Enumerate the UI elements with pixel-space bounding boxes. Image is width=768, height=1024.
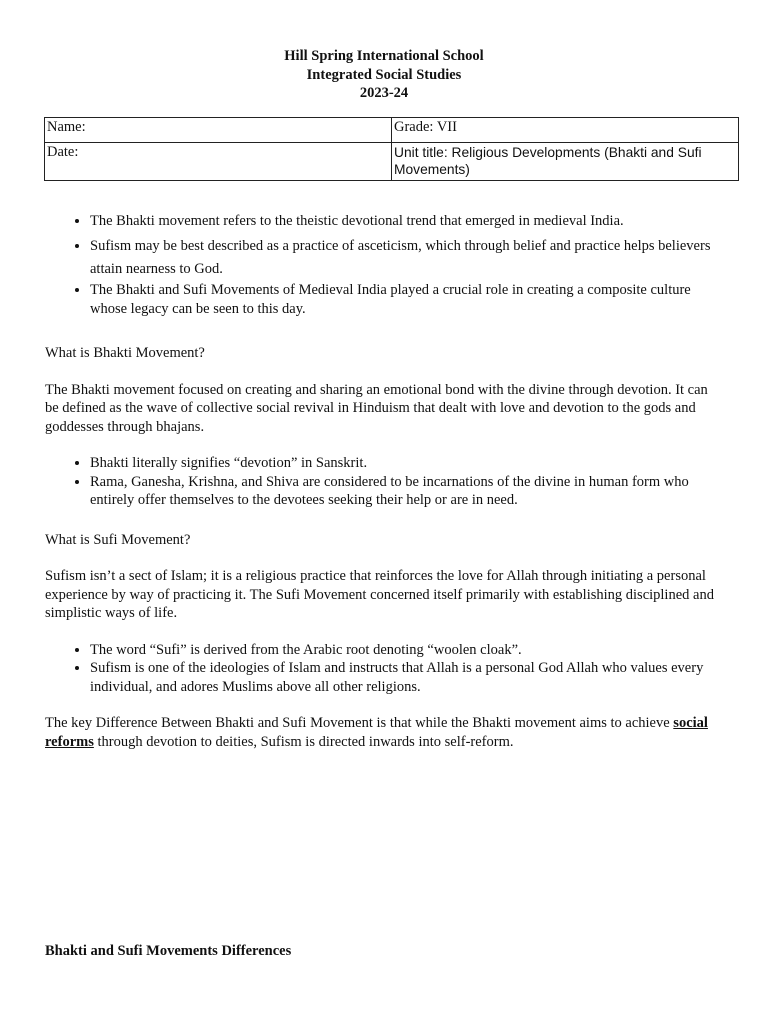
bhakti-bullet-list bbox=[45, 454, 725, 510]
social-reforms-link[interactable]: social reforms bbox=[45, 715, 708, 750]
subject-name: Integrated Social Studies bbox=[306, 66, 462, 83]
list-item: • The word “Sufi” is derived from the Arabic root denoting “woolen cloak”. bbox=[90, 641, 725, 660]
date-field: Date: bbox=[45, 143, 392, 181]
document-body bbox=[45, 212, 725, 751]
intro-bullet-list bbox=[45, 212, 725, 319]
document-header bbox=[0, 47, 768, 103]
list-item: • Rama, Ganesha, Krishna, and Shiva are considered to be incarnations of the divine in human form who entirely offer themselves to the devotees seeking their help or are in need. bbox=[90, 473, 725, 510]
name-field: Name: bbox=[45, 118, 392, 143]
sufi-heading: What is Sufi Movement? bbox=[45, 531, 191, 548]
academic-year: 2023-24 bbox=[359, 85, 409, 101]
school-name: Hill Spring International School bbox=[284, 48, 484, 64]
bhakti-paragraph: The Bhakti movement focused on creating and sharing an emotional bond with the divine through devotion. It can be defined as the wave of collective social revival in Hinduism that dealt with love and devotion to the gods and goddesses through bhajans. bbox=[45, 381, 708, 435]
difference-paragraph bbox=[45, 714, 725, 751]
sufi-bullet-list bbox=[45, 641, 725, 697]
sufi-paragraph: Sufism isn’t a sect of Islam; it is a religious practice that reinforces the love for Allah through initiating a personal experience by way of practicing it. The Sufi Movement concerned itself primarily with establishing disciplined and simplistic ways of life. bbox=[45, 568, 714, 621]
difference-text-after: through devotion to deities, Sufism is directed inwards into self-reform. bbox=[93, 733, 514, 750]
grade-field: Grade: VII bbox=[392, 118, 739, 143]
list-item: • The Bhakti and Sufi Movements of Medieval India played a crucial role in creating a composite culture whose legacy can be seen to this day. bbox=[90, 281, 725, 319]
list-item: • Sufism may be best described as a practice of asceticism, which through belief and practice helps believers attain nearness to God. bbox=[90, 235, 725, 281]
unit-title-field: Unit title: Religious Developments (Bhakti and Sufi Movements) bbox=[392, 143, 739, 181]
differences-section-title: Bhakti and Sufi Movements Differences bbox=[45, 943, 292, 959]
difference-text-before: The key Difference Between Bhakti and Sufi Movement is that while the Bhakti movement aims to achieve bbox=[45, 715, 674, 731]
list-item: • Bhakti literally signifies “devotion” in Sanskrit. bbox=[90, 454, 725, 473]
list-item: • The Bhakti movement refers to the theistic devotional trend that emerged in medieval India. bbox=[90, 212, 725, 231]
student-info-table bbox=[44, 117, 739, 181]
list-item: • Sufism is one of the ideologies of Islam and instructs that Allah is a personal God Allah who values every individual, and adores Muslims above all other religions. bbox=[90, 659, 725, 696]
bhakti-heading: What is Bhakti Movement? bbox=[45, 345, 205, 361]
